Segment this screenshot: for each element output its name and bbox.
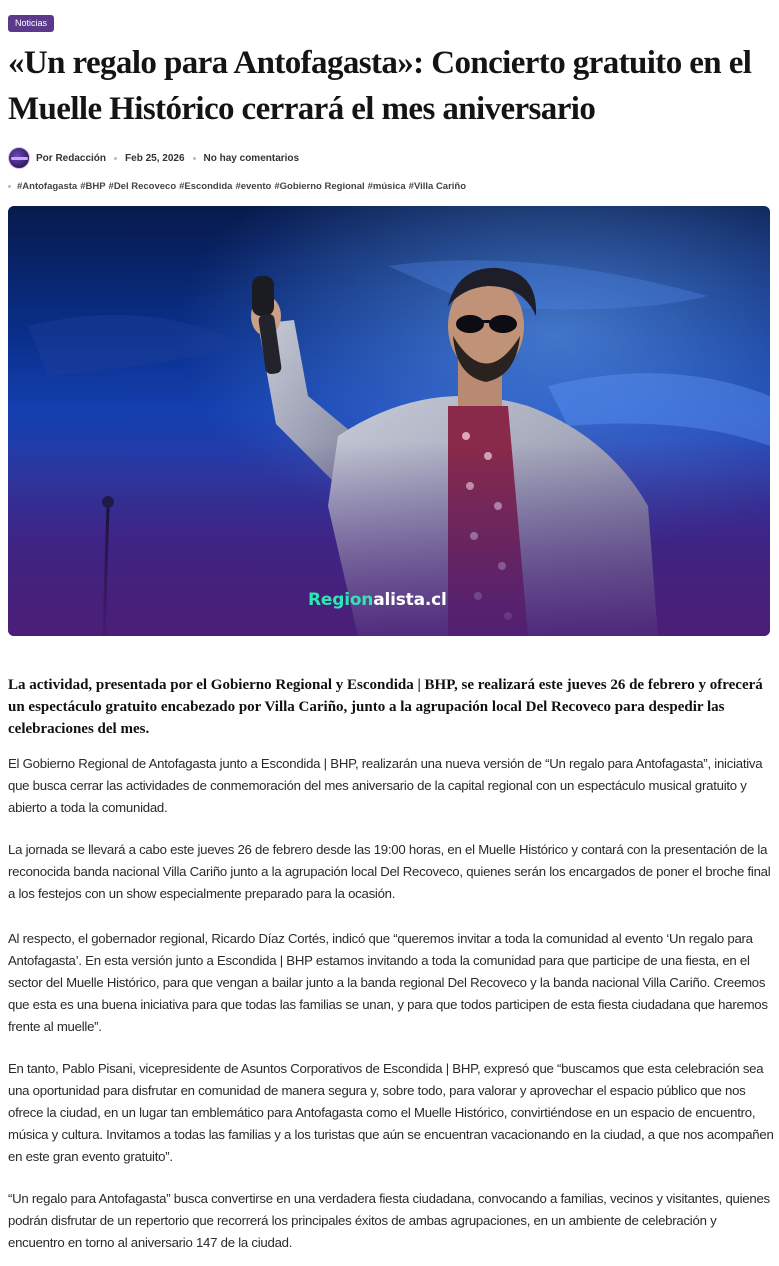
tag-link[interactable]: #música (367, 180, 406, 192)
tag-link[interactable]: #Del Recoveco (108, 180, 177, 192)
author-link[interactable]: Por Redacción (36, 152, 107, 164)
tag-link[interactable]: #BHP (80, 180, 106, 192)
watermark-region: Region (308, 590, 374, 610)
article-paragraph: Al respecto, el gobernador regional, Ricardo Díaz Cortés, indicó que “queremos invitar a toda la comunidad al evento ‘Un regalo para Antofagasta’. En esta versión junto a Escondida | BHP estamos invitando a toda la comunidad para que participe de una fiesta, en el sector del Muelle Histórico, para que vengan a bailar junto a la banda regional Del Recoveco y la banda nacional Villa Cariño. Creemos que esta es una buena iniciativa para que todas las familias se unan, y para que todos participen de esta fiesta ciudadana que haremos frente al muelle”. (8, 931, 768, 1034)
tag-list (8, 180, 469, 192)
hero-image (8, 206, 770, 636)
meta-separator (114, 157, 117, 160)
meta-separator (193, 157, 196, 160)
article-paragraph: “Un regalo para Antofagasta” busca convertirse en una verdadera fiesta ciudadana, convocando a familias, vecinos y visitantes, quienes podrán disfrutar de un repertorio que recorrerá los principales éxitos de ambas agrupaciones, en un ambiente de celebración y encuentro en torno al aniversario 147 de la ciudad. (8, 1191, 770, 1250)
category-badge[interactable]: Noticias (8, 15, 54, 32)
publish-date: Feb 25, 2026 (125, 152, 185, 164)
article-meta (8, 147, 299, 169)
tags-bullet (8, 185, 11, 188)
concert-photo (8, 206, 770, 636)
article-paragraph: En tanto, Pablo Pisani, vicepresidente de Asuntos Corporativos de Escondida | BHP, expresó que “buscamos que esta celebración sea una oportunidad para disfrutar en comunidad de manera segura y, sobre todo, para valorar y aprovechar el espacio público que nos ofrece la ciudad, en un lugar tan emblemático para Antofagasta como el Muelle Histórico, convirtiéndose en un espacio de encuentro, música y cultura. Invitamos a todas las familias y a los turistas que aún se encuentran vacacionando en la ciudad, a que nos acompañen en este gran evento gratuito”. (8, 1061, 774, 1164)
comments-link[interactable]: No hay comentarios (203, 152, 300, 164)
watermark-domain: alista.cl (373, 590, 447, 610)
image-watermark (308, 590, 447, 610)
author-avatar[interactable] (8, 147, 30, 169)
article-paragraph: La jornada se llevará a cabo este jueves 26 de febrero desde las 19:00 horas, en el Muelle Histórico y contará con la presentación de la reconocida banda nacional Villa Cariño junto a la agrupación local Del Recoveco, quienes serán los encargados de poner el broche final a los festejos con un show especialmente preparado para la ocasión. (8, 842, 771, 901)
article-paragraph: El Gobierno Regional de Antofagasta junto a Escondida | BHP, realizarán una nueva versión de “Un regalo para Antofagasta”, iniciativa que busca cerrar las actividades de conmemoración del mes aniversario de la capital regional con un espectáculo musical gratuito y abierto a toda la comunidad. (8, 756, 763, 815)
article-headline: «Un regalo para Antofagasta»: Concierto gratuito en el Muelle Histórico cerrará el mes aniversario (8, 45, 752, 127)
tag-link[interactable]: #Villa Cariño (408, 180, 467, 192)
tag-link[interactable]: #Escondida (179, 180, 233, 192)
tag-link[interactable]: #Antofagasta (17, 180, 78, 192)
tag-link[interactable]: #evento (235, 180, 272, 192)
tag-link[interactable]: #Gobierno Regional (274, 180, 365, 192)
article-lead: La actividad, presentada por el Gobierno Regional y Escondida | BHP, se realizará este jueves 26 de febrero y ofrecerá un espectáculo gratuito encabezado por Villa Cariño, junto a la agrupación local Del Recoveco para despedir las celebraciones del mes. (8, 677, 763, 737)
